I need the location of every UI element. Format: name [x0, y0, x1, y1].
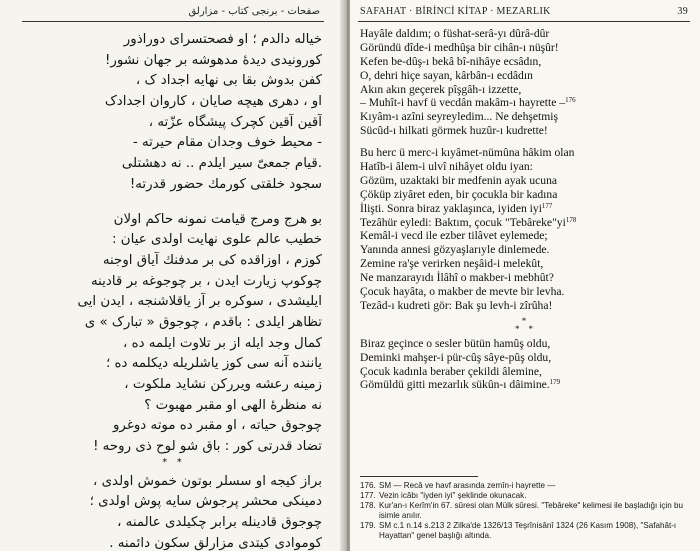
- verse-line: Kemâl-i vecd ile ezber tilâvet eylemede;: [360, 229, 548, 243]
- footnote-text: SM c.1 n.14 s.213 2 Zilka'de 1326/13 Teşrînisânî 1324 (26 Kasım 1908), "Safahât-ı Hayattan" genel başlığı altında.: [379, 521, 677, 540]
- verse-line: Hayâle daldım; o füshat-serâ-yı dûrâ-dûr: [360, 27, 550, 40]
- ottoman-line: خطیب عالم علوی نهایت اولدی عیان :: [112, 232, 322, 248]
- verse-line-with-note: [360, 378, 688, 392]
- verse-line: Sücûd-ı hilkati görmek huzûr-ı kudrette!: [360, 124, 548, 138]
- verse-line: Bu herc ü merc-i kıyâmet-nümûna hâkim olan: [360, 146, 575, 160]
- verse-line: Kıyâm-ı azîni seyreyledim... Ne dehşetmiş: [360, 110, 559, 124]
- ottoman-line: کورونیدی دیدهٔ مدهوشه بر جهان نشور!: [104, 52, 322, 68]
- verse-text: Gömüldü gitti mezarlık sükûn-ı dâimine.: [360, 378, 550, 392]
- stanza-separator-stars: * *: [162, 456, 182, 468]
- footnote-ref: 178: [565, 215, 577, 224]
- left-header-rule: [22, 21, 324, 22]
- ottoman-line: کمال وجد ایله از بر تلاوت ایلمه ده ،: [122, 335, 322, 351]
- ottoman-line: کفن بدوش بقا بی نهایه اجداد ک ،: [135, 73, 322, 89]
- ottoman-line: زمینه رعشه ویررکن نشاید ملکوت ،: [124, 377, 322, 392]
- left-page-ottoman: [0, 0, 344, 551]
- verse-line: Ne manzarayıdı İlâhî o makber-i mebhût?: [360, 271, 554, 285]
- footnotes: [360, 481, 690, 541]
- footnote-number: 179.: [360, 521, 376, 530]
- left-header-title: صفحات - برنجی کتاب - مزارلق: [188, 6, 320, 17]
- footnote-text: Kur'an-ı Kerîm'in 67. sûresi olan Mülk sûresi. "Tebâreke" kelimesi ile başladığı için bu isimle anılır.: [379, 501, 683, 520]
- footnote-ref: 179: [549, 378, 561, 387]
- right-page-latin: [350, 0, 700, 551]
- verse-text: Tezâhür eyledi: Baktım, çocuk "Tebâreke"yi: [360, 215, 566, 229]
- verse-line-with-note: [360, 216, 688, 230]
- verse-line: O, dehri hiçe sayan, kârbân-ı ecdâdın: [360, 68, 533, 82]
- footnote-ref: 176: [565, 96, 576, 105]
- ottoman-line: او ، دهری هیچه صایان ، کاروان اجدادک: [104, 94, 322, 110]
- latin-text-block: [360, 27, 688, 392]
- verse-text: İlişti. Sonra biraz yaklaşınca, iyiden iyi: [360, 201, 542, 215]
- ottoman-line: براز کیجه او سسلر بوتون خموش اولدی ،: [92, 473, 322, 489]
- page-number: 39: [677, 6, 688, 17]
- verse-text: – Muhît-i havf ü vecdân makâm-ı hayrette –: [360, 96, 566, 110]
- footnote-item: [360, 521, 690, 541]
- ottoman-line: بو هرج ومرج قیامت نمونه حاکم اولان: [113, 211, 322, 227]
- ottoman-line: ایلیشدی ، سوکره بر آز یاقلاشنجه ، ایدن ایی: [77, 294, 322, 310]
- footnote-text: Vezin icâbı "iyden iyi" şeklinde okunacak.: [379, 491, 527, 500]
- verse-line: Biraz geçince o sesler bütün hamûş oldu,: [360, 336, 551, 350]
- ottoman-line: کوزم ، اوزاقده کی بر مدفنك آیاق اوجنه: [102, 252, 322, 268]
- footnote-item: [360, 481, 690, 491]
- verse-line: Akın akın geçerek pîşgâh-ı izzette,: [360, 82, 522, 96]
- stanza-separator-stars: * * *: [515, 315, 533, 334]
- footnote-text: SM — Recâ ve havf arasında zemîn-i hayrette —: [379, 481, 556, 490]
- ottoman-line: آقین آقین کچرک پیشگاه عزّته ،: [148, 114, 322, 130]
- left-page-header: [24, 6, 320, 17]
- verse-line: Zemine ra'şe verirken neşâid-i melekût,: [360, 257, 544, 271]
- stanza-gap: [360, 138, 688, 146]
- verse-line-with-note: [360, 96, 688, 110]
- footnote-rule: [360, 476, 478, 477]
- ottoman-line: چوکوپ زیارت ایدن ، بر چوجوغه بر قادینه: [90, 273, 322, 289]
- verse-line: Çocuk hayâta, o makber de mevte bir levha.: [360, 285, 565, 299]
- verse-line: Kefen be-dûş-ı bekâ bî-nihâye ecsâdın,: [360, 54, 542, 68]
- ottoman-line: تضاد قدرتی کور : باق شو لوح ذی روحه !: [93, 439, 322, 455]
- verse-line: Göründü dîde-i medhûşa bir cihân-ı nüşûr!: [360, 40, 559, 54]
- ottoman-line: دمینکی محشر پرجوش سایه پوش اولدی ؛: [89, 494, 322, 510]
- right-header-rule: [358, 21, 690, 22]
- ottoman-line: نه منظرهٔ الهی او مقبر مهبوت ؟: [144, 397, 322, 413]
- ottoman-line: سجود خلقتی کورمك حضور قدرته!: [129, 176, 322, 192]
- footnote-number: 177.: [360, 491, 376, 500]
- right-header-title: SAFAHAT · BİRİNCİ KİTAP · MEZARLIK: [360, 6, 551, 17]
- verse-line: Tezâd-ı kudreti gör: Bak şu levh-i zîrûha!: [360, 298, 553, 312]
- verse-line: Çöküp ziyâret eden, bir çocukla bir kadına: [360, 187, 558, 201]
- verse-line: Deminki mahşer-i pür-cûş sâye-pûş oldu,: [360, 350, 552, 364]
- verse-line: Hatîb-i âlem-i ulvî nihâyet oldu iyan:: [360, 160, 533, 174]
- footnote-number: 176.: [360, 481, 376, 490]
- footnote-number: 178.: [360, 501, 376, 510]
- verse-line: Gözüm, uzaktaki bir medfenin ayak ucuna: [360, 173, 558, 187]
- ottoman-text-block: [22, 30, 322, 551]
- footnote-ref: 177: [541, 201, 553, 210]
- ottoman-line: یاننده آنه سی کوز یاشلریله دیکلمه ده ؛: [105, 356, 322, 372]
- verse-line: Çocuk kadınla beraber çekildi âlemine,: [360, 364, 542, 378]
- ottoman-line: .قیام جمعیّ سیر ایلدم .. نه دهشتلی: [121, 156, 322, 172]
- ottoman-line: چوجوق قادینله برابر چکیلدی عالمنه ،: [117, 515, 322, 531]
- footnote-item: [360, 501, 690, 521]
- ottoman-line: - محیط خوف وجدان مقام حیرته -: [132, 135, 322, 151]
- stanza-gap: [22, 196, 322, 210]
- right-page-header: [360, 6, 688, 17]
- ottoman-line: چوجوق حیاته ، او مقبر ده موته دوغرو: [112, 418, 322, 434]
- verse-line-with-note: [360, 202, 688, 216]
- ottoman-line: خیاله دالدم ؛ او فصحتسرای دوراذور: [123, 32, 322, 47]
- ottoman-line: تظاهر ایلدی : باقدم ، چوجوق « تبارک » ی: [84, 314, 322, 330]
- verse-line: Yanında annesi gözyaşlarıyle dinlemede.: [360, 243, 550, 257]
- footnote-item: [360, 491, 690, 501]
- ottoman-line: کوموادی کیتدی مزارلق سکون دائمنه .: [109, 535, 322, 551]
